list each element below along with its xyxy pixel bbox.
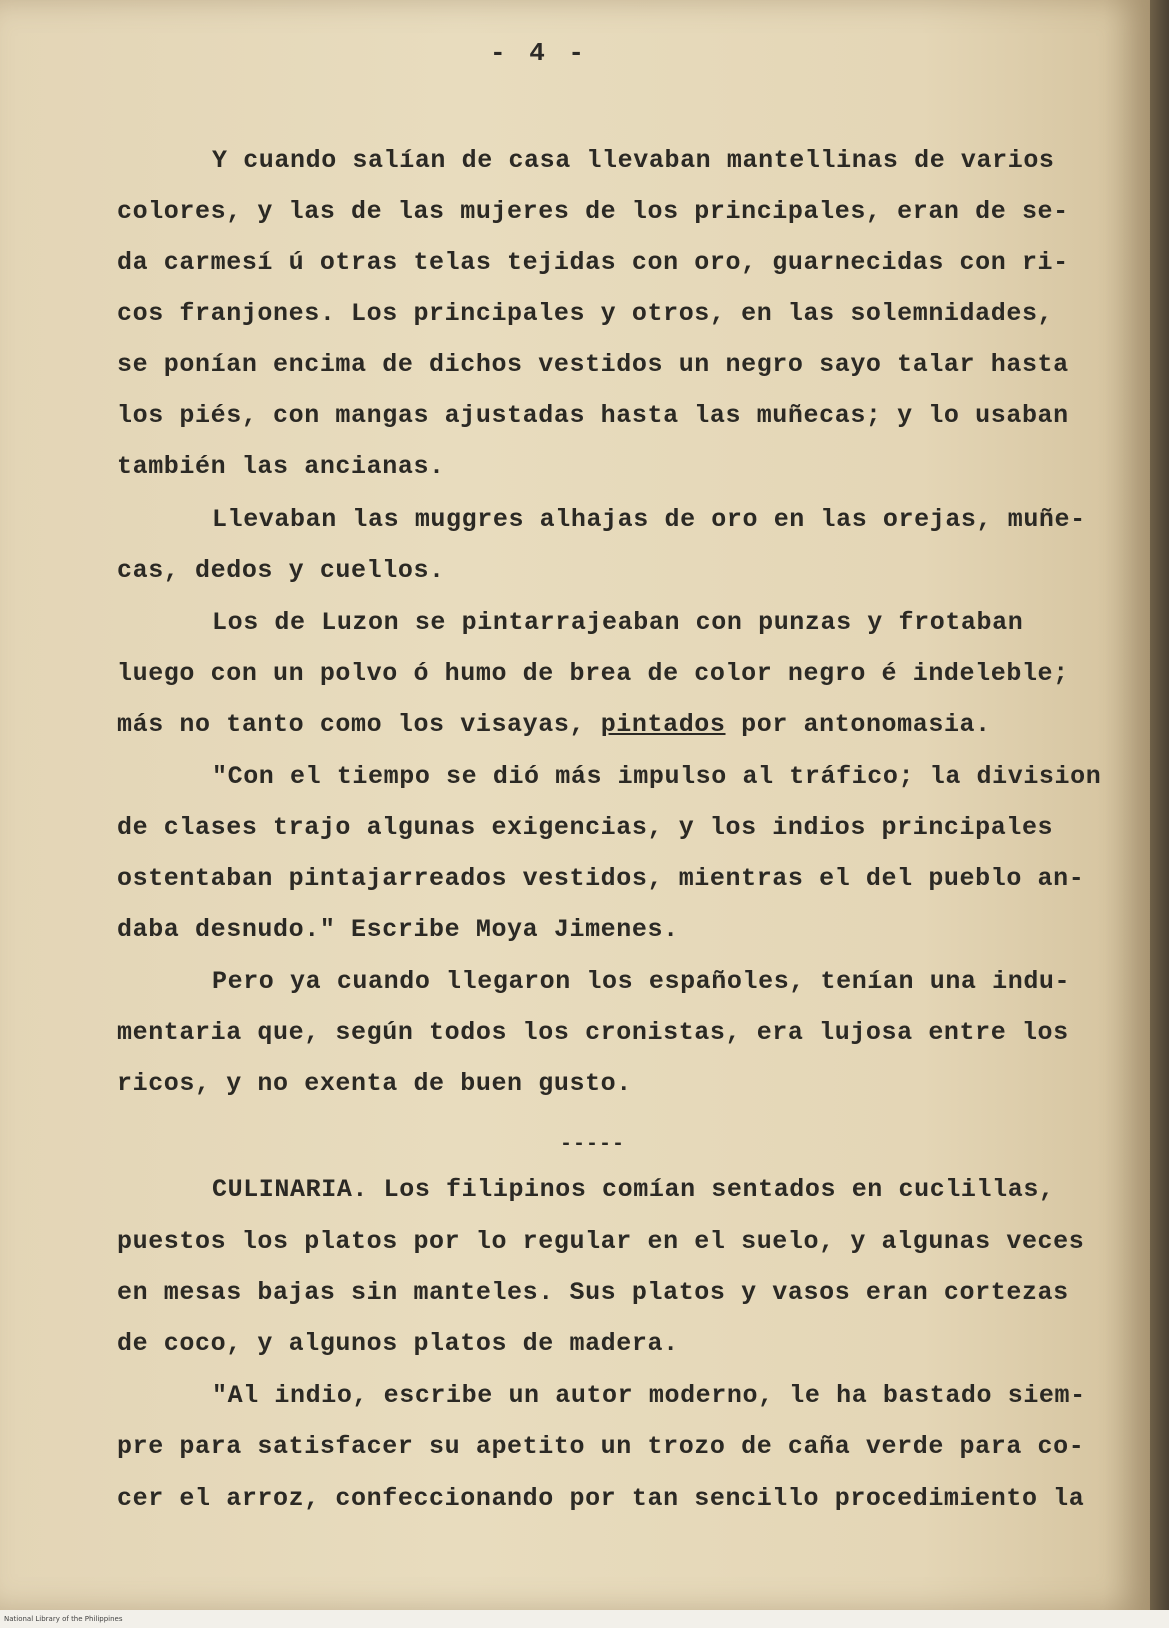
text-line: daba desnudo." Escribe Moya Jimenes. — [117, 915, 679, 944]
text-line: CULINARIA. Los filipinos comían sentados en cuclillas, — [212, 1175, 1055, 1204]
text-line: cas, dedos y cuellos. — [117, 556, 445, 585]
scan-background-edge — [1150, 0, 1169, 1628]
text-line: ostentaban pintajarreados vestidos, mientras el del pueblo an- — [117, 864, 1085, 893]
text-line: mentaria que, según todos los cronistas, era lujosa entre los — [117, 1018, 1069, 1047]
text-line: "Con el tiempo se dió más impulso al tráfico; la division — [212, 762, 1102, 791]
text-line: también las ancianas. — [117, 452, 445, 481]
text-line: Los de Luzon se pintarrajeaban con punzas y frotaban — [212, 608, 1024, 637]
text-span: por antonomasia. — [725, 710, 991, 739]
text-line: se ponían encima de dichos vestidos un negro sayo talar hasta — [117, 350, 1069, 379]
text-line: de coco, y algunos platos de madera. — [117, 1329, 679, 1358]
text-line: Y cuando salían de casa llevaban mantellinas de varios — [212, 146, 1055, 175]
footer-credit: National Library of the Philippines — [4, 1615, 123, 1623]
text-line: pre para satisfacer su apetito un trozo de caña verde para co- — [117, 1432, 1085, 1461]
text-line: Llevaban las muggres alhajas de oro en las orejas, muñe- — [212, 505, 1086, 534]
text-line: puestos los platos por lo regular en el suelo, y algunas veces — [117, 1227, 1085, 1256]
text-line: los piés, con mangas ajustadas hasta las muñecas; y lo usaban — [117, 401, 1069, 430]
text-line: cos franjones. Los principales y otros, en las solemnidades, — [117, 299, 1054, 328]
text-line — [117, 710, 1077, 739]
text-line: colores, y las de las mujeres de los principales, eran de se- — [117, 197, 1069, 226]
text-line: en mesas bajas sin manteles. Sus platos y vasos eran cortezas — [117, 1278, 1069, 1307]
text-line: luego con un polvo ó humo de brea de color negro é indeleble; — [117, 659, 1069, 688]
text-line: da carmesí ú otras telas tejidas con oro, guarnecidas con ri- — [117, 248, 1069, 277]
section-separator: ----- — [560, 1133, 626, 1156]
text-line: "Al indio, escribe un autor moderno, le ha bastado siem- — [212, 1381, 1086, 1410]
page-number: - 4 - — [490, 38, 589, 68]
footer-strip — [0, 1610, 1169, 1628]
text-line: cer el arroz, confeccionando por tan sencillo procedimiento la — [117, 1484, 1085, 1513]
underlined-word: pintados — [600, 710, 726, 739]
text-line: Pero ya cuando llegaron los españoles, tenían una indu- — [212, 967, 1071, 996]
text-span: más no tanto como los visayas, — [117, 710, 601, 739]
text-line: ricos, y no exenta de buen gusto. — [117, 1069, 632, 1098]
text-line: de clases trajo algunas exigencias, y los indios principales — [117, 813, 1054, 842]
